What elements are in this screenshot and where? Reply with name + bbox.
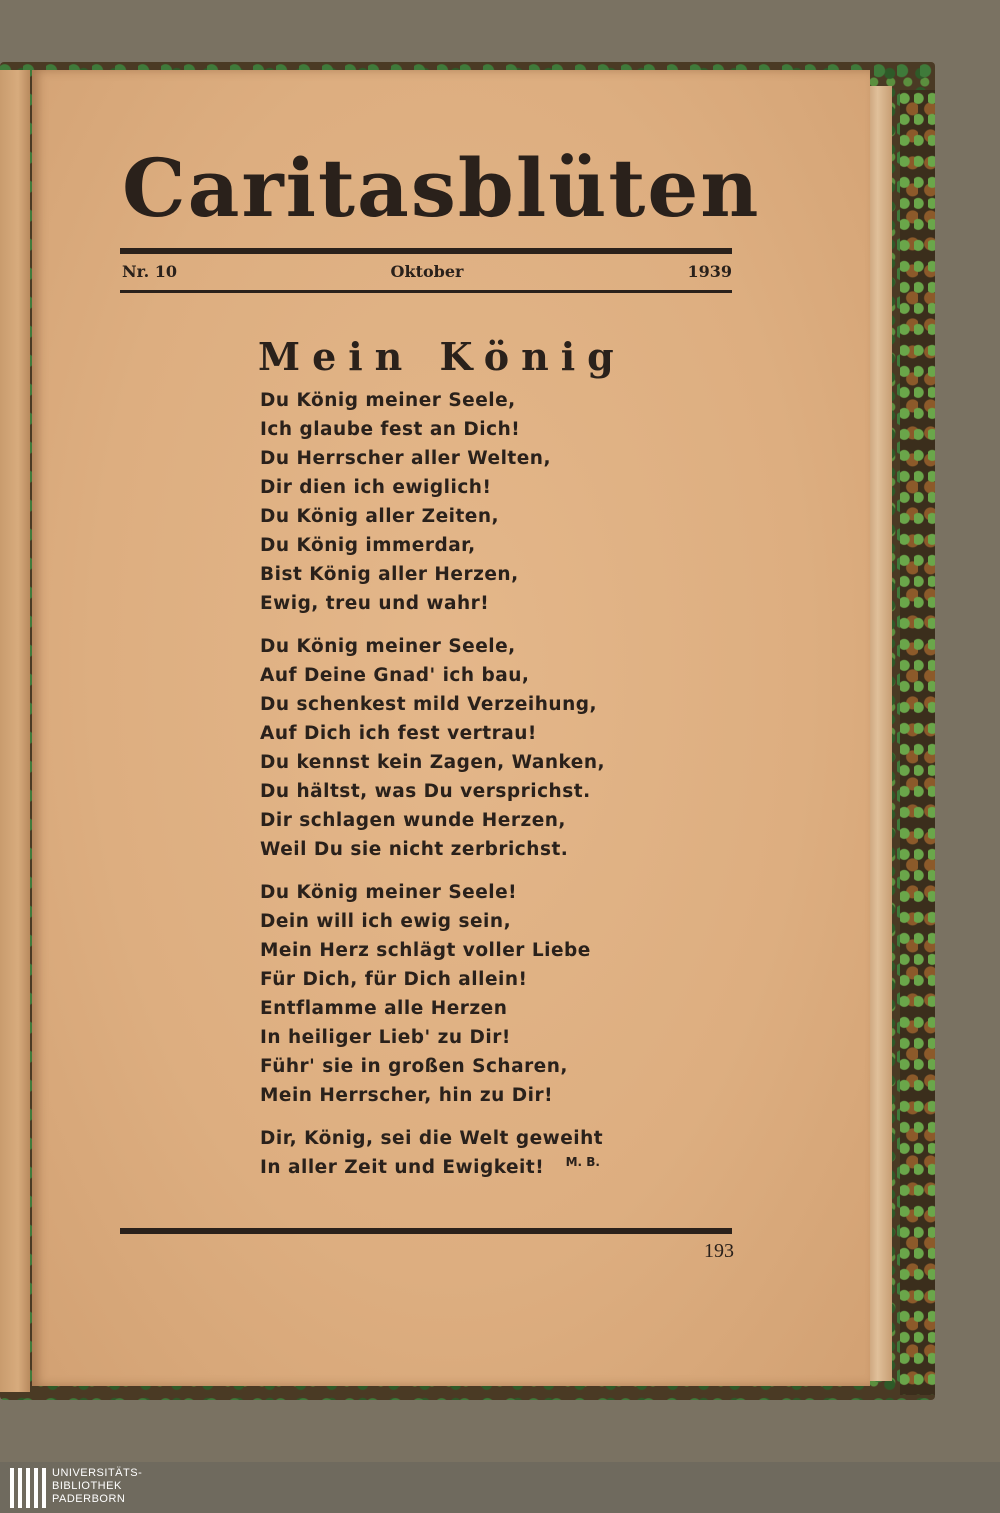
poem-line: Auf Deine Gnad' ich bau, — [260, 665, 530, 686]
poem-line: Mein Herrscher, hin zu Dir! — [260, 1085, 554, 1106]
library-footer — [0, 1462, 1000, 1513]
issue-line — [122, 262, 732, 286]
masthead-rule-top — [120, 248, 732, 254]
masthead-rule-bottom — [120, 290, 732, 293]
poem-line: Dir schlagen wunde Herzen, — [260, 810, 566, 831]
poem-line: Entflamme alle Herzen — [260, 998, 508, 1019]
library-logo-text — [52, 1467, 172, 1506]
library-logo-line: PADERBORN — [52, 1493, 126, 1505]
poem-line: Ich glaube fest an Dich! — [260, 419, 521, 440]
library-logo-line: UNIVERSITÄTS- — [52, 1467, 143, 1479]
poem-line: Bist König aller Herzen, — [260, 564, 519, 585]
left-page-edge — [0, 70, 30, 1392]
stanza — [260, 1124, 610, 1182]
poem-line: Du hältst, was Du versprichst. — [260, 781, 591, 802]
issue-month: Oktober — [390, 262, 464, 281]
cover-edge — [900, 90, 935, 1395]
poem-line: Du König meiner Seele, — [260, 390, 516, 411]
page-stack-edge — [868, 86, 892, 1381]
poem-title: Mein König — [258, 334, 626, 379]
issue-year: 1939 — [687, 262, 732, 281]
poem-line: Du König immerdar, — [260, 535, 476, 556]
poem-line: Für Dich, für Dich allein! — [260, 969, 528, 990]
poem-line: Dein will ich ewig sein, — [260, 911, 512, 932]
poem-line: Weil Du sie nicht zerbrichst. — [260, 839, 569, 860]
poem-line: Führ' sie in großen Scharen, — [260, 1056, 568, 1077]
poem-line: In aller Zeit und Ewigkeit! — [260, 1157, 545, 1178]
poem-line: Ewig, treu und wahr! — [260, 593, 490, 614]
poem-line: In heiliger Lieb' zu Dir! — [260, 1027, 511, 1048]
poem-line: Du König meiner Seele, — [260, 636, 516, 657]
poem-line: Dir, König, sei die Welt geweiht — [260, 1128, 604, 1149]
poem-line: Du Herrscher aller Welten, — [260, 448, 552, 469]
poem-line: Du schenkest mild Verzeihung, — [260, 694, 598, 715]
library-logo-icon — [10, 1468, 46, 1508]
stanza — [260, 878, 610, 1110]
poem-signature: M. B. — [565, 1155, 600, 1169]
poem-line: Du König meiner Seele! — [260, 882, 518, 903]
page-number: 193 — [704, 1240, 734, 1262]
issue-number: Nr. 10 — [122, 262, 177, 281]
poem-line: Du König aller Zeiten, — [260, 506, 500, 527]
footer-rule — [120, 1228, 732, 1234]
stanza — [260, 632, 610, 864]
poem-line: Mein Herz schlägt voller Liebe — [260, 940, 591, 961]
poem-line: Auf Dich ich fest vertrau! — [260, 723, 537, 744]
stanza — [260, 386, 610, 618]
poem-line: Du kennst kein Zagen, Wanken, — [260, 752, 606, 773]
library-logo-line: BIBLIOTHEK — [52, 1480, 122, 1492]
poem-body — [260, 386, 610, 1196]
magazine-title: Caritasblüten — [122, 141, 761, 235]
poem-line: Dir dien ich ewiglich! — [260, 477, 492, 498]
